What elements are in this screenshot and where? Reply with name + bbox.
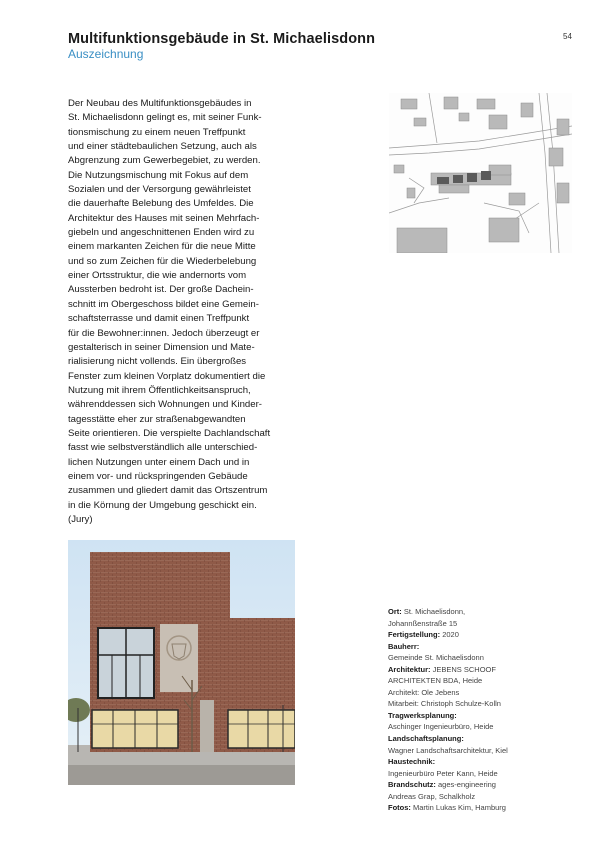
credit-label: Brandschutz: [388, 780, 436, 790]
credit-line [388, 768, 588, 780]
credit-label: Architektur: [388, 664, 431, 674]
text-line: tagesstätte eher zur straßenabgewandten [68, 413, 246, 425]
credit-line [388, 791, 588, 803]
credit-value: Architekt: Ole Jebens [388, 687, 460, 697]
text-line: währenddessen sich Wohnungen und Kinder- [68, 399, 262, 411]
credit-line [388, 652, 588, 664]
building-photo-drawing [68, 540, 295, 785]
credit-value: Gemeinde St. Michaelisdonn [388, 653, 484, 663]
credit-line [388, 618, 588, 630]
jury-statement [68, 97, 300, 527]
text-line: einem vor- und rückspringenden Gebäude [68, 470, 248, 482]
text-line: Nutzung mit ihrem Öffentlichkeitsanspruch, [68, 384, 251, 396]
credit-value: Mitarbeit: Christoph Schulze-Kolln [388, 699, 501, 709]
credit-value: St. Michaelisdonn, [403, 607, 466, 616]
credit-label: Landschaftsplanung: [388, 734, 464, 744]
credit-line [388, 721, 588, 733]
text-line: und einer städtebaulichen Setzung, auch als [68, 141, 257, 153]
text-line: St. Michaelisdonn gelingt es, mit seiner Funk- [68, 112, 262, 124]
credit-value: Wagner Landschaftsarchitektur, Kiel [388, 745, 508, 755]
credit-label: Haustechnik: [388, 757, 436, 767]
credit-value: Johannßenstraße 15 [388, 618, 458, 628]
credit-label: Fotos: [388, 803, 411, 813]
text-line: Seite orientieren. Die verspielte Dachlandschaft [68, 427, 271, 439]
text-line: Architektur des Hauses mit seinen Mehrfach- [68, 212, 260, 224]
credit-line [388, 664, 588, 676]
credit-line [388, 698, 588, 710]
text-line: für die Bewohner:innen. Jedoch überzeugt er [68, 327, 260, 339]
project-credits [388, 606, 588, 814]
page-number: 54 [563, 32, 572, 41]
text-line: schaftsterrasse und damit einen Treffpunkt [68, 313, 250, 325]
page-subtitle: Auszeichnung [68, 47, 144, 61]
credit-line [388, 606, 588, 618]
credit-label: Fertigstellung: [388, 630, 441, 640]
credit-value: Andreas Grap, Schalkholz [388, 791, 476, 801]
text-line: die dauerhafte Belebung des Umfeldes. Die [68, 198, 254, 210]
text-line: gestalterisch in seiner Dimension und Mate- [68, 341, 255, 353]
text-line: einer Ortsstruktur, die wie andernorts vom [68, 270, 247, 282]
credit-value: Aschinger Ingenieurbüro, Heide [388, 722, 494, 732]
credit-line [388, 745, 588, 757]
credit-value: Martin Lukas Kim, Hamburg [413, 803, 506, 813]
credit-value: ARCHITEKTEN BDA, Heide [388, 676, 483, 686]
text-line: Fenster zum kleinen Vorplatz dokumentiert die [68, 370, 266, 382]
site-plan-drawing [389, 93, 572, 253]
text-line: Der Neubau des Multifunktionsgebäudes in [68, 98, 252, 109]
text-line: Sozialen und der Versorgung gewährleistet [68, 184, 251, 196]
text-line: Aussterben bedroht ist. Der große Dachein- [68, 284, 254, 296]
credit-line [388, 629, 588, 641]
credit-line [388, 756, 588, 768]
credit-value: Ingenieurbüro Peter Kann, Heide [388, 768, 498, 778]
text-line: lichen Nutzungen unter einem Dach und in [68, 456, 250, 468]
text-line: fasst wie selbstverständlich alle unterschied- [68, 442, 258, 454]
text-line: (Jury) [68, 513, 93, 525]
credit-line [388, 779, 588, 791]
credit-line [388, 802, 588, 814]
text-line: Abgrenzung zum Gewerbegebiet, zu werden. [68, 155, 261, 167]
text-line: giebeln und angeschnittenen Enden wird zu [68, 227, 255, 239]
credit-line [388, 641, 588, 653]
credit-value: 2020 [442, 630, 459, 640]
credit-line [388, 733, 588, 745]
site-plan-image [389, 93, 572, 253]
text-line: Die Nutzungsmischung mit Fokus auf dem [68, 169, 249, 181]
text-line: und so zum Zeichen für die Wiederbelebung [68, 255, 257, 267]
credit-label: Ort: [388, 607, 402, 616]
text-line: einem markanten Zeichen für die neue Mitte [68, 241, 256, 253]
credit-value: JEBENS SCHOOF [432, 664, 496, 674]
text-line: zusammen und gliedert damit das Ortszentrum [68, 485, 268, 497]
text-line: schnitt im Obergeschoss bildet eine Gemein- [68, 298, 259, 310]
text-line: in die Körnung der Umgebung geschickt ein. [68, 499, 257, 511]
credit-label: Bauherr: [388, 641, 420, 651]
credit-line [388, 687, 588, 699]
credit-label: Tragwerksplanung: [388, 710, 457, 720]
text-line: tionsmischung zu einem neuen Treffpunkt [68, 126, 246, 138]
credit-line [388, 710, 588, 722]
credit-line [388, 675, 588, 687]
page-title: Multifunktionsgebäude in St. Michaelisdonn [68, 31, 376, 47]
building-photo [68, 540, 295, 785]
text-line: rialisierung nicht vollends. Ein übergroßes [68, 356, 247, 368]
credit-value: ages-engineering [438, 780, 496, 790]
